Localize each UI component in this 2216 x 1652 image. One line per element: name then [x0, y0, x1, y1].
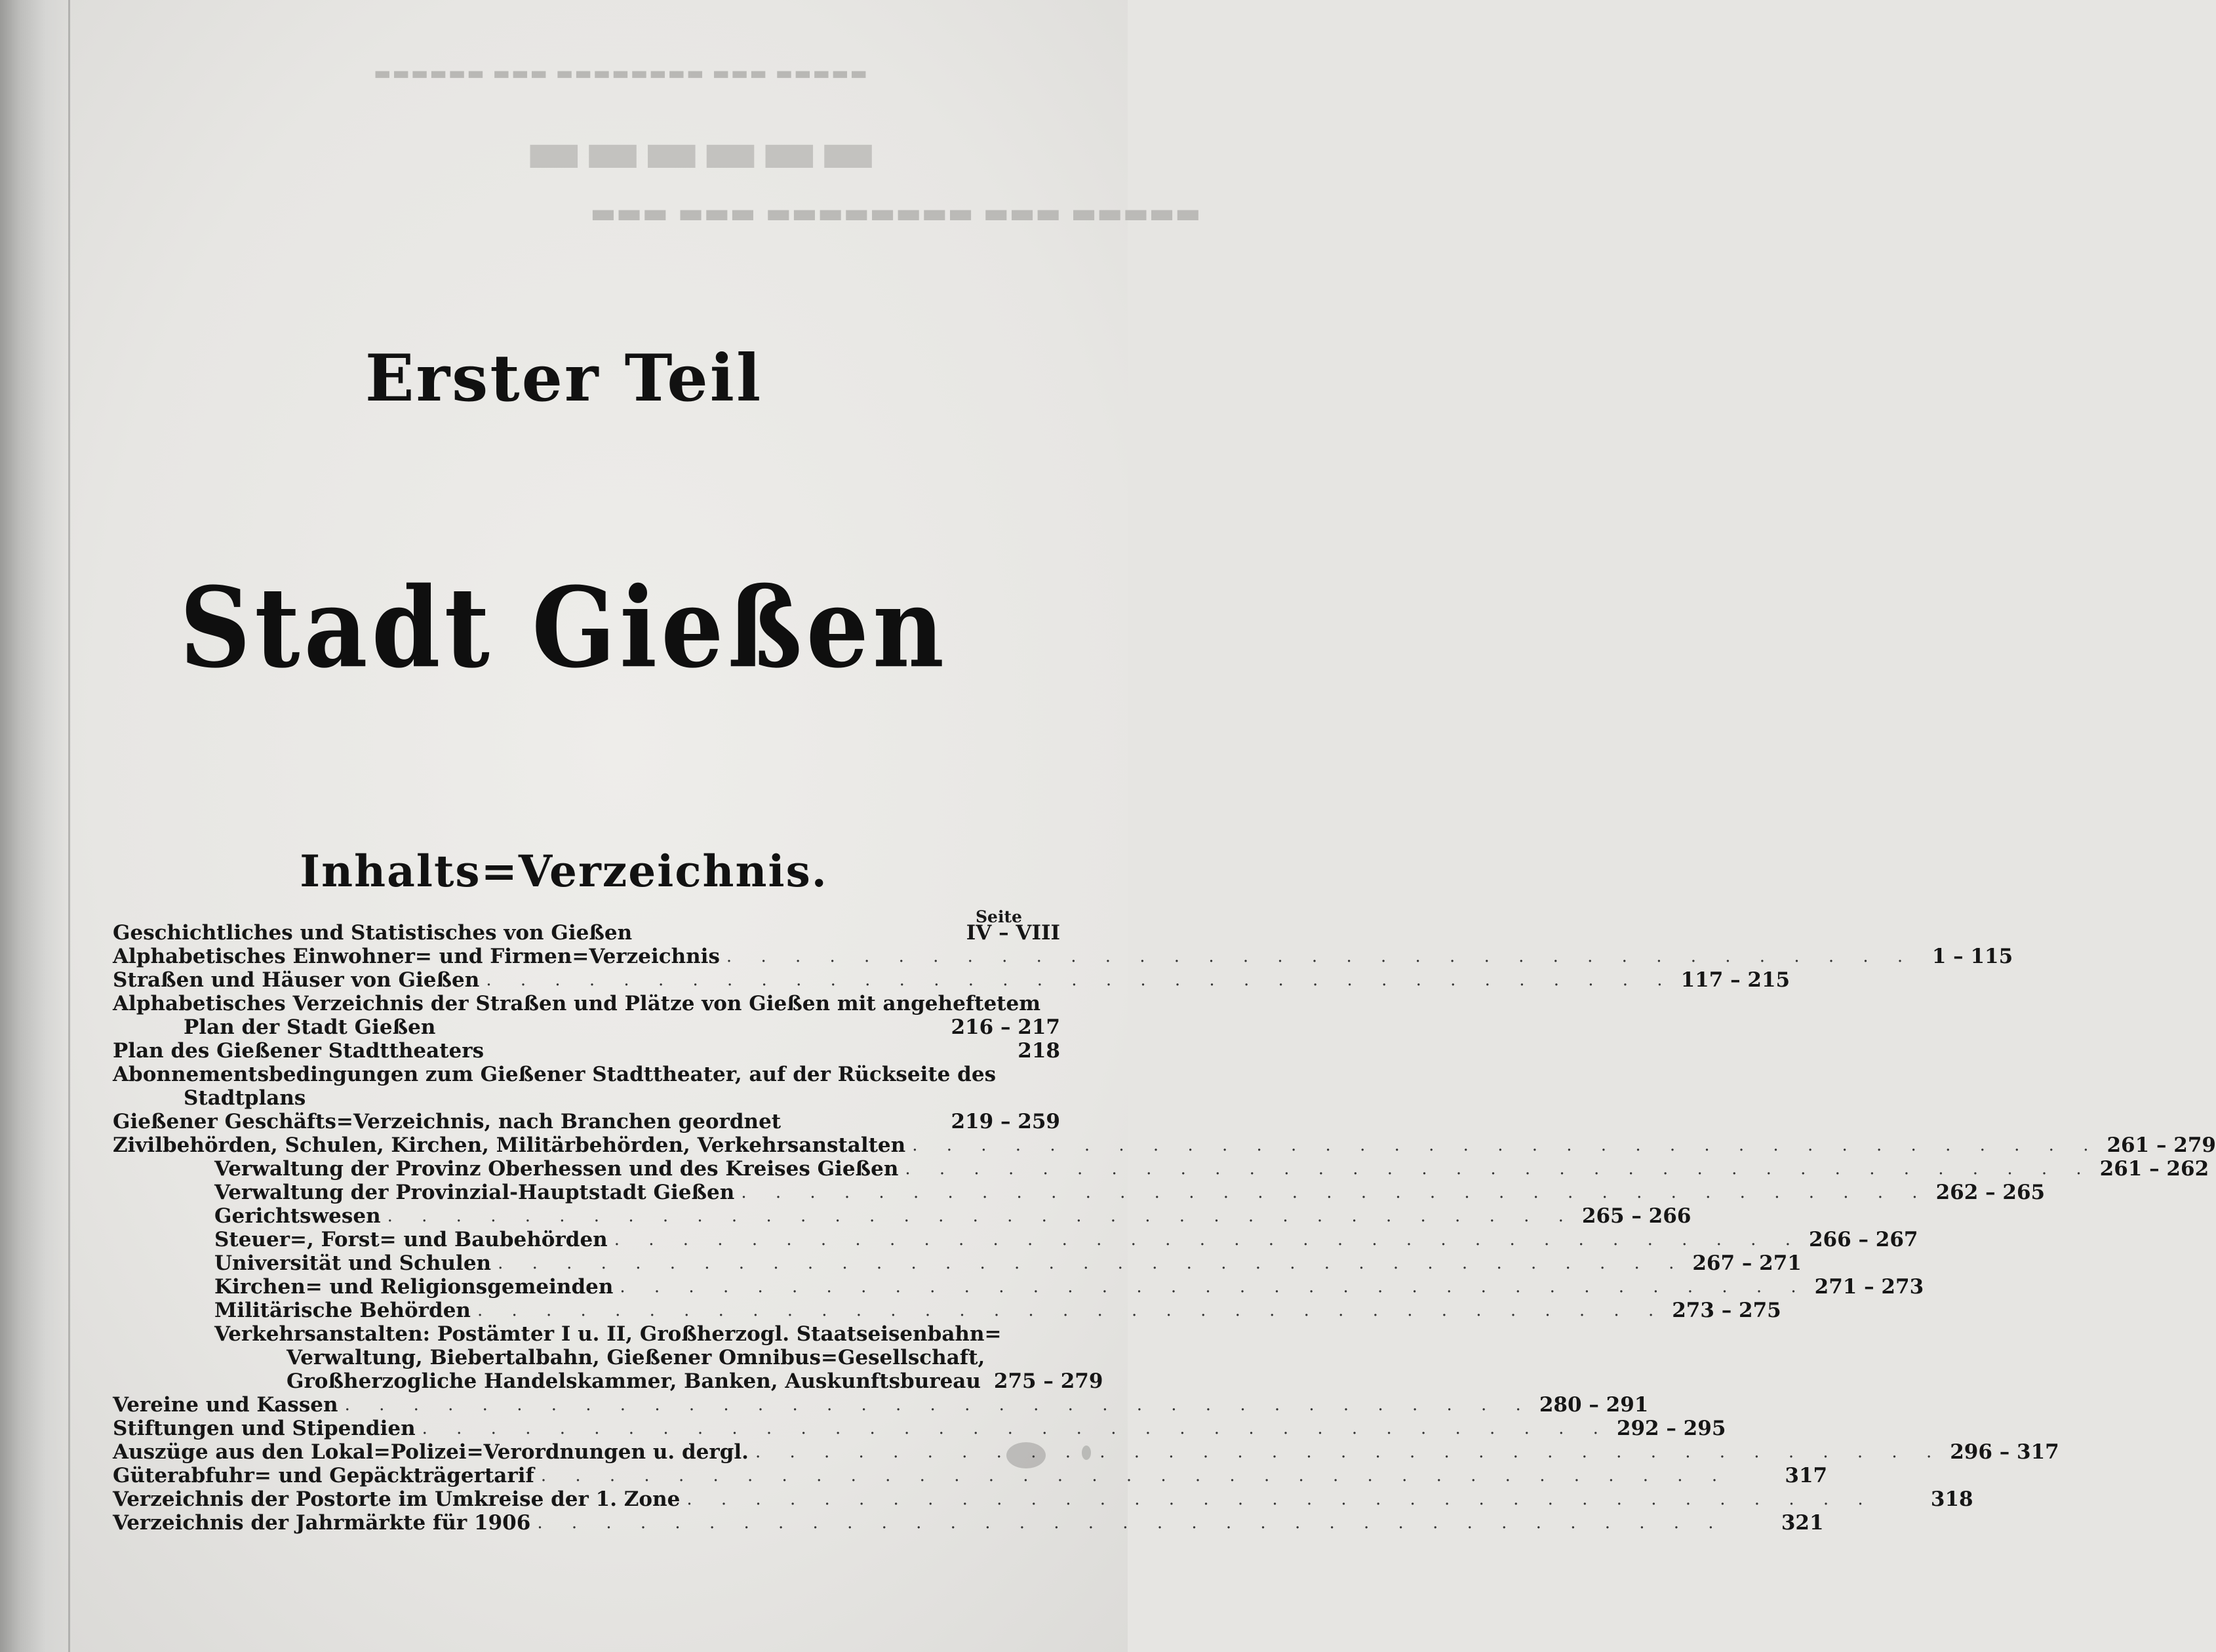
toc-entry: [113, 968, 1791, 992]
toc-leader-dots: . . . . . . . . . . . . . . . . . . . . . . . . . . . . . . . . . . .: [387, 1206, 1575, 1226]
toc-entry-page: 317: [1785, 1464, 1828, 1487]
toc-leader-dots: . . . . . . . . . . . . . . . . . . . . . . . . . . . . . . . . . . .: [540, 1466, 1730, 1485]
toc-entry: [113, 1511, 1824, 1535]
toc-entry-title: Auszüge aus den Lokal=Polizei=Verordnungen u. dergl.: [113, 1440, 749, 1464]
toc-entry-page: 292 – 295: [1616, 1417, 1726, 1440]
toc-entry: [113, 1181, 2046, 1204]
toc-entry-page: 1 – 115: [1931, 945, 2013, 968]
toc-entry: [113, 945, 2013, 968]
toc-entry-page: 219 – 259: [951, 1110, 1060, 1133]
toc-entry-title: Vereine und Kassen: [113, 1393, 338, 1417]
toc-leader-dots: . . . . . . . . . . . . . . . . . . . . . . . . . . . . . . . . . . .: [477, 1301, 1666, 1320]
toc-entry-page: 321: [1781, 1511, 1824, 1535]
bleed-through-title: ▬▬▬▬▬▬: [524, 115, 878, 187]
toc-entry-title: Verwaltung der Provinz Oberhessen und des Kreises Gießen: [214, 1157, 899, 1181]
toc-entry: [113, 1299, 1781, 1322]
toc-leader-dots: . . . . . . . . . . . . . . . . . . . . . . . . . . . . . . . . . . .: [686, 1489, 1875, 1509]
toc-entry-title: Verzeichnis der Postorte im Umkreise der 1. Zone: [113, 1487, 681, 1511]
toc-leader-dots: . . . . . . . . . . . . . . . . . . . . . . . . . . . . . . . . . . .: [614, 1230, 1802, 1249]
page-spine-shadow: [0, 0, 72, 1652]
toc-entry-title: Universität und Schulen: [214, 1251, 492, 1275]
toc-entry-page: IV – VIII: [966, 921, 1060, 945]
toc-entry-title: Alphabetisches Einwohner= und Firmen=Verzeichnis: [113, 945, 720, 968]
toc-entry-title: Verzeichnis der Jahrmärkte für 1906: [113, 1511, 531, 1535]
toc-leader-dots: . . . . . . . . . . . . . . . . . . . . . . . . . . . . . . . . . . .: [537, 1513, 1726, 1533]
toc-entry-page: 267 – 271: [1692, 1251, 1802, 1275]
toc-entry: [113, 1251, 1802, 1275]
toc-entry-title: Alphabetisches Verzeichnis der Straßen und Plätze von Gießen mit angeheftetem: [113, 992, 1041, 1015]
toc-entry: [113, 1204, 1692, 1228]
toc-entry-title: Verwaltung, Biebertalbahn, Gießener Omnibus=Gesellschaft,: [287, 1346, 985, 1369]
toc-leader-dots: . . . . . . . . . . . . . . . . . . . . . . . . . . . . . . . . . . .: [344, 1395, 1533, 1415]
toc-entry: [113, 1228, 1918, 1251]
bleed-through-subtitle: ▬▬▬ ▬▬▬ ▬▬▬▬▬▬▬▬ ▬▬▬ ▬▬▬▬▬: [590, 197, 1201, 229]
toc-entry: [113, 1039, 1060, 1063]
page-column-label: Seite: [976, 907, 1022, 926]
toc-entry-title: Geschichtliches und Statistisches von Gießen: [113, 921, 633, 945]
toc-entry: [113, 921, 1060, 945]
toc-entry: [113, 1086, 1060, 1110]
toc-entry: [113, 1487, 1973, 1511]
toc-entry-title: Zivilbehörden, Schulen, Kirchen, Militärbehörden, Verkehrsanstalten: [113, 1133, 906, 1157]
toc-entry: [113, 1157, 2209, 1181]
toc-entry-page: 265 – 266: [1581, 1204, 1692, 1228]
toc-entry-title: Plan der Stadt Gießen: [184, 1015, 436, 1039]
toc-entry: [113, 1464, 1828, 1487]
toc-entry-title: Güterabfuhr= und Gepäckträgertarif: [113, 1464, 534, 1487]
toc-leader-dots: . . . . . . . . . . . . . . . . . . . . . . . . . . . . . . . . . . .: [755, 1442, 1944, 1462]
toc-entry: [113, 1440, 2059, 1464]
toc-entry-page: 296 – 317: [1950, 1440, 2059, 1464]
toc-entry: [113, 1015, 1060, 1039]
toc-entry-page: 273 – 275: [1672, 1299, 1781, 1322]
toc-entry-page: 275 – 279: [993, 1369, 1103, 1393]
toc-entry-page: 216 – 217: [951, 1015, 1060, 1039]
toc-entry: [113, 1393, 1649, 1417]
toc-entry-title: Kirchen= und Religionsgemeinden: [214, 1275, 614, 1299]
paper-stain: [1006, 1442, 1046, 1468]
toc-entry-title: Plan des Gießener Stadttheaters: [113, 1039, 485, 1063]
toc-entry-title: Stadtplans: [184, 1086, 306, 1110]
toc-entry-title: Verwaltung der Provinzial-Hauptstadt Gießen: [214, 1181, 735, 1204]
toc-entry-title: Abonnementsbedingungen zum Gießener Stadttheater, auf der Rückseite des: [113, 1063, 997, 1086]
toc-entry-page: 261 – 279: [2107, 1133, 2216, 1157]
toc-entry-title: Stiftungen und Stipendien: [113, 1417, 416, 1440]
toc-entry-page: 261 – 262: [2099, 1157, 2209, 1181]
toc-entry-page: 266 – 267: [1808, 1228, 1918, 1251]
toc-entry-title: Gerichtswesen: [214, 1204, 381, 1228]
toc-entry: [113, 1133, 2216, 1157]
toc-entry: [113, 1063, 1060, 1086]
city-title: Stadt Gießen: [179, 563, 949, 693]
toc-entry-title: Gießener Geschäfts=Verzeichnis, nach Branchen geordnet: [113, 1110, 782, 1133]
toc-entry: [113, 1322, 1060, 1346]
toc-leader-dots: . . . . . . . . . . . . . . . . . . . . . . . . . . . . . . . . . . .: [741, 1183, 1929, 1202]
toc-entry: [113, 1110, 1060, 1133]
page-binding-edge: [68, 0, 70, 1652]
toc-leader-dots: . . . . . . . . . . . . . . . . . . . . . . . . . . . . . . . . . . .: [620, 1277, 1808, 1297]
part-title: Erster Teil: [365, 341, 763, 416]
toc-entry: [113, 1346, 1060, 1369]
table-of-contents: [113, 921, 2216, 1535]
toc-leader-dots: . . . . . . . . . . . . . . . . . . . . . . . . . . . . . . . . . . .: [726, 947, 1915, 966]
toc-leader-dots: . . . . . . . . . . . . . . . . . . . . . . . . . . . . . . . . . . .: [912, 1135, 2101, 1155]
toc-entry-page: 117 – 215: [1680, 968, 1791, 992]
toc-entry: [113, 1369, 1103, 1393]
paper-stain: [1082, 1446, 1091, 1460]
toc-entry-page: 271 – 273: [1814, 1275, 1924, 1299]
toc-entry-page: 262 – 265: [1935, 1181, 2046, 1204]
toc-entry-page: 318: [1930, 1487, 1973, 1511]
toc-entry-page: 218: [1018, 1039, 1060, 1063]
toc-entry: [113, 992, 1060, 1015]
toc-leader-dots: . . . . . . . . . . . . . . . . . . . . . . . . . . . . . . . . . . .: [905, 1159, 2093, 1179]
toc-leader-dots: . . . . . . . . . . . . . . . . . . . . . . . . . . . . . . . . . . .: [486, 970, 1674, 990]
toc-entry: [113, 1417, 1726, 1440]
toc-leader-dots: . . . . . . . . . . . . . . . . . . . . . . . . . . . . . . . . . . .: [422, 1419, 1610, 1438]
toc-entry-title: Straßen und Häuser von Gießen: [113, 968, 480, 992]
toc-entry-title: Großherzogliche Handelskammer, Banken, Auskunftsbureau: [287, 1369, 981, 1393]
toc-entry-title: Verkehrsanstalten: Postämter I u. II, Großherzogl. Staatseisenbahn=: [214, 1322, 1002, 1346]
toc-entry-title: Steuer=, Forst= und Baubehörden: [214, 1228, 608, 1251]
toc-entry: [113, 1275, 1924, 1299]
toc-heading: Inhalts=Verzeichnis.: [300, 846, 828, 897]
toc-leader-dots: . . . . . . . . . . . . . . . . . . . . . . . . . . . . . . . . . . .: [498, 1253, 1686, 1273]
bleed-through-header: ▬▬▬▬▬▬ ▬▬▬ ▬▬▬▬▬▬▬▬ ▬▬▬ ▬▬▬▬▬: [374, 62, 869, 84]
toc-entry-page: 280 – 291: [1539, 1393, 1649, 1417]
toc-entry-title: Militärische Behörden: [214, 1299, 471, 1322]
